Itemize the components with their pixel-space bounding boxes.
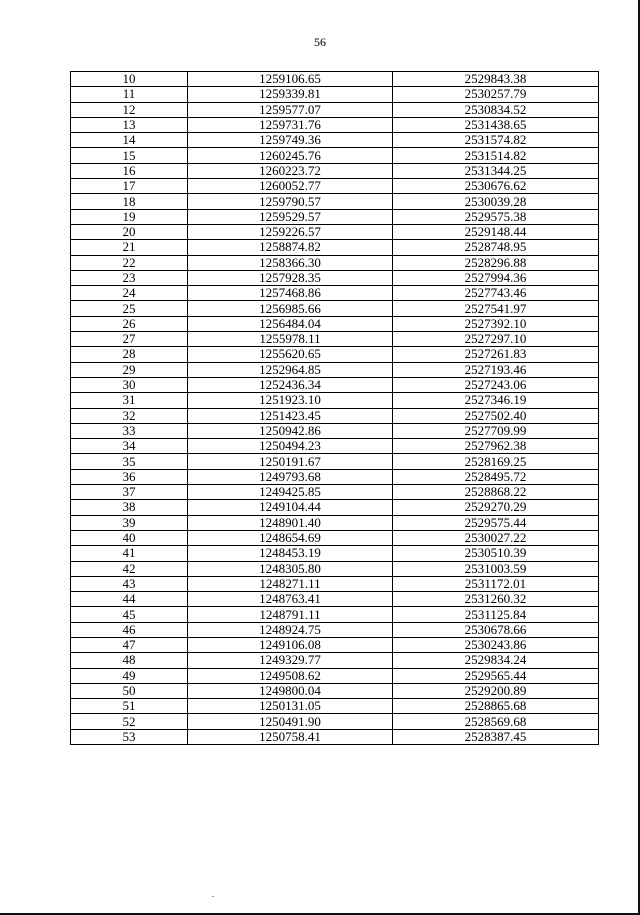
- point-number-cell: 26: [71, 316, 188, 331]
- y-coordinate-cell: 2527541.97: [393, 301, 599, 316]
- table-row: [71, 163, 599, 178]
- x-coordinate-cell: 1248654.69: [188, 530, 393, 545]
- y-coordinate-cell: 2531260.32: [393, 592, 599, 607]
- x-coordinate-cell: 1259577.07: [188, 102, 393, 117]
- y-coordinate-cell: 2529565.44: [393, 668, 599, 683]
- table-row: [71, 316, 599, 331]
- x-coordinate-cell: 1250191.67: [188, 454, 393, 469]
- x-coordinate-cell: 1259226.57: [188, 224, 393, 239]
- point-number-cell: 32: [71, 408, 188, 423]
- y-coordinate-cell: 2530678.66: [393, 622, 599, 637]
- y-coordinate-cell: 2527502.40: [393, 408, 599, 423]
- y-coordinate-cell: 2530027.22: [393, 530, 599, 545]
- x-coordinate-cell: 1248453.19: [188, 546, 393, 561]
- table-row: [71, 592, 599, 607]
- y-coordinate-cell: 2530676.62: [393, 179, 599, 194]
- point-number-cell: 35: [71, 454, 188, 469]
- y-coordinate-cell: 2531003.59: [393, 561, 599, 576]
- scan-speck: [212, 896, 214, 897]
- x-coordinate-cell: 1250131.05: [188, 699, 393, 714]
- point-number-cell: 44: [71, 592, 188, 607]
- point-number-cell: 39: [71, 515, 188, 530]
- y-coordinate-cell: 2529843.38: [393, 72, 599, 87]
- point-number-cell: 51: [71, 699, 188, 714]
- y-coordinate-cell: 2529270.29: [393, 500, 599, 515]
- y-coordinate-cell: 2528387.45: [393, 729, 599, 744]
- y-coordinate-cell: 2529200.89: [393, 683, 599, 698]
- coordinates-table-body: [71, 72, 599, 745]
- page-number: 56: [314, 35, 326, 49]
- x-coordinate-cell: 1250491.90: [188, 714, 393, 729]
- x-coordinate-cell: 1248791.11: [188, 607, 393, 622]
- table-row: [71, 148, 599, 163]
- x-coordinate-cell: 1252964.85: [188, 362, 393, 377]
- y-coordinate-cell: 2529575.44: [393, 515, 599, 530]
- table-row: [71, 530, 599, 545]
- table-row: [71, 133, 599, 148]
- y-coordinate-cell: 2527346.19: [393, 393, 599, 408]
- y-coordinate-cell: 2530243.86: [393, 637, 599, 652]
- y-coordinate-cell: 2528868.22: [393, 485, 599, 500]
- point-number-cell: 46: [71, 622, 188, 637]
- table-row: [71, 332, 599, 347]
- x-coordinate-cell: 1259339.81: [188, 87, 393, 102]
- table-row: [71, 439, 599, 454]
- x-coordinate-cell: 1248763.41: [188, 592, 393, 607]
- y-coordinate-cell: 2531574.82: [393, 133, 599, 148]
- table-row: [71, 469, 599, 484]
- table-row: [71, 87, 599, 102]
- point-number-cell: 16: [71, 163, 188, 178]
- point-number-cell: 13: [71, 117, 188, 132]
- point-number-cell: 23: [71, 270, 188, 285]
- y-coordinate-cell: 2528296.88: [393, 255, 599, 270]
- x-coordinate-cell: 1249425.85: [188, 485, 393, 500]
- table-row: [71, 454, 599, 469]
- point-number-cell: 52: [71, 714, 188, 729]
- x-coordinate-cell: 1260245.76: [188, 148, 393, 163]
- x-coordinate-cell: 1250758.41: [188, 729, 393, 744]
- x-coordinate-cell: 1255978.11: [188, 332, 393, 347]
- table-row: [71, 179, 599, 194]
- point-number-cell: 43: [71, 576, 188, 591]
- table-row: [71, 637, 599, 652]
- table-row: [71, 209, 599, 224]
- y-coordinate-cell: 2528569.68: [393, 714, 599, 729]
- table-row: [71, 576, 599, 591]
- x-coordinate-cell: 1255620.65: [188, 347, 393, 362]
- x-coordinate-cell: 1259749.36: [188, 133, 393, 148]
- x-coordinate-cell: 1249793.68: [188, 469, 393, 484]
- point-number-cell: 28: [71, 347, 188, 362]
- coordinates-table: [70, 71, 599, 745]
- point-number-cell: 37: [71, 485, 188, 500]
- point-number-cell: 34: [71, 439, 188, 454]
- x-coordinate-cell: 1249329.77: [188, 653, 393, 668]
- x-coordinate-cell: 1251423.45: [188, 408, 393, 423]
- point-number-cell: 36: [71, 469, 188, 484]
- point-number-cell: 11: [71, 87, 188, 102]
- y-coordinate-cell: 2530257.79: [393, 87, 599, 102]
- point-number-cell: 17: [71, 179, 188, 194]
- x-coordinate-cell: 1259106.65: [188, 72, 393, 87]
- table-row: [71, 622, 599, 637]
- table-row: [71, 485, 599, 500]
- table-row: [71, 72, 599, 87]
- table-row: [71, 362, 599, 377]
- x-coordinate-cell: 1248305.80: [188, 561, 393, 576]
- point-number-cell: 18: [71, 194, 188, 209]
- x-coordinate-cell: 1250942.86: [188, 423, 393, 438]
- x-coordinate-cell: 1249104.44: [188, 500, 393, 515]
- x-coordinate-cell: 1260052.77: [188, 179, 393, 194]
- point-number-cell: 40: [71, 530, 188, 545]
- point-number-cell: 48: [71, 653, 188, 668]
- table-row: [71, 408, 599, 423]
- y-coordinate-cell: 2527297.10: [393, 332, 599, 347]
- y-coordinate-cell: 2530510.39: [393, 546, 599, 561]
- table-row: [71, 668, 599, 683]
- table-row: [71, 377, 599, 392]
- table-row: [71, 347, 599, 362]
- x-coordinate-cell: 1258366.30: [188, 255, 393, 270]
- y-coordinate-cell: 2529148.44: [393, 224, 599, 239]
- point-number-cell: 31: [71, 393, 188, 408]
- point-number-cell: 25: [71, 301, 188, 316]
- point-number-cell: 21: [71, 240, 188, 255]
- table-row: [71, 102, 599, 117]
- point-number-cell: 10: [71, 72, 188, 87]
- y-coordinate-cell: 2527743.46: [393, 286, 599, 301]
- table-row: [71, 561, 599, 576]
- y-coordinate-cell: 2530039.28: [393, 194, 599, 209]
- x-coordinate-cell: 1257928.35: [188, 270, 393, 285]
- table-row: [71, 546, 599, 561]
- x-coordinate-cell: 1256484.04: [188, 316, 393, 331]
- table-row: [71, 423, 599, 438]
- table-row: [71, 607, 599, 622]
- point-number-cell: 19: [71, 209, 188, 224]
- point-number-cell: 50: [71, 683, 188, 698]
- y-coordinate-cell: 2531438.65: [393, 117, 599, 132]
- y-coordinate-cell: 2527193.46: [393, 362, 599, 377]
- x-coordinate-cell: 1248271.11: [188, 576, 393, 591]
- x-coordinate-cell: 1249800.04: [188, 683, 393, 698]
- x-coordinate-cell: 1249106.08: [188, 637, 393, 652]
- y-coordinate-cell: 2531344.25: [393, 163, 599, 178]
- table-row: [71, 194, 599, 209]
- point-number-cell: 49: [71, 668, 188, 683]
- point-number-cell: 42: [71, 561, 188, 576]
- y-coordinate-cell: 2529575.38: [393, 209, 599, 224]
- y-coordinate-cell: 2527709.99: [393, 423, 599, 438]
- x-coordinate-cell: 1256985.66: [188, 301, 393, 316]
- y-coordinate-cell: 2529834.24: [393, 653, 599, 668]
- x-coordinate-cell: 1258874.82: [188, 240, 393, 255]
- y-coordinate-cell: 2530834.52: [393, 102, 599, 117]
- table-row: [71, 515, 599, 530]
- point-number-cell: 27: [71, 332, 188, 347]
- x-coordinate-cell: 1259731.76: [188, 117, 393, 132]
- table-row: [71, 653, 599, 668]
- y-coordinate-cell: 2527994.36: [393, 270, 599, 285]
- point-number-cell: 45: [71, 607, 188, 622]
- point-number-cell: 41: [71, 546, 188, 561]
- point-number-cell: 33: [71, 423, 188, 438]
- y-coordinate-cell: 2528169.25: [393, 454, 599, 469]
- table-row: [71, 699, 599, 714]
- point-number-cell: 24: [71, 286, 188, 301]
- point-number-cell: 47: [71, 637, 188, 652]
- point-number-cell: 14: [71, 133, 188, 148]
- y-coordinate-cell: 2528495.72: [393, 469, 599, 484]
- x-coordinate-cell: 1249508.62: [188, 668, 393, 683]
- y-coordinate-cell: 2531125.84: [393, 607, 599, 622]
- y-coordinate-cell: 2531514.82: [393, 148, 599, 163]
- y-coordinate-cell: 2528865.68: [393, 699, 599, 714]
- y-coordinate-cell: 2527243.06: [393, 377, 599, 392]
- point-number-cell: 15: [71, 148, 188, 163]
- x-coordinate-cell: 1251923.10: [188, 393, 393, 408]
- table-row: [71, 683, 599, 698]
- point-number-cell: 20: [71, 224, 188, 239]
- table-row: [71, 729, 599, 744]
- point-number-cell: 29: [71, 362, 188, 377]
- x-coordinate-cell: 1259790.57: [188, 194, 393, 209]
- y-coordinate-cell: 2527261.83: [393, 347, 599, 362]
- table-row: [71, 240, 599, 255]
- y-coordinate-cell: 2528748.95: [393, 240, 599, 255]
- point-number-cell: 12: [71, 102, 188, 117]
- point-number-cell: 22: [71, 255, 188, 270]
- x-coordinate-cell: 1248901.40: [188, 515, 393, 530]
- table-row: [71, 301, 599, 316]
- y-coordinate-cell: 2527962.38: [393, 439, 599, 454]
- point-number-cell: 30: [71, 377, 188, 392]
- x-coordinate-cell: 1250494.23: [188, 439, 393, 454]
- x-coordinate-cell: 1257468.86: [188, 286, 393, 301]
- x-coordinate-cell: 1259529.57: [188, 209, 393, 224]
- table-row: [71, 714, 599, 729]
- x-coordinate-cell: 1252436.34: [188, 377, 393, 392]
- x-coordinate-cell: 1248924.75: [188, 622, 393, 637]
- table-row: [71, 393, 599, 408]
- x-coordinate-cell: 1260223.72: [188, 163, 393, 178]
- table-row: [71, 224, 599, 239]
- table-row: [71, 270, 599, 285]
- point-number-cell: 38: [71, 500, 188, 515]
- y-coordinate-cell: 2527392.10: [393, 316, 599, 331]
- point-number-cell: 53: [71, 729, 188, 744]
- table-row: [71, 117, 599, 132]
- table-row: [71, 500, 599, 515]
- y-coordinate-cell: 2531172.01: [393, 576, 599, 591]
- table-row: [71, 255, 599, 270]
- table-row: [71, 286, 599, 301]
